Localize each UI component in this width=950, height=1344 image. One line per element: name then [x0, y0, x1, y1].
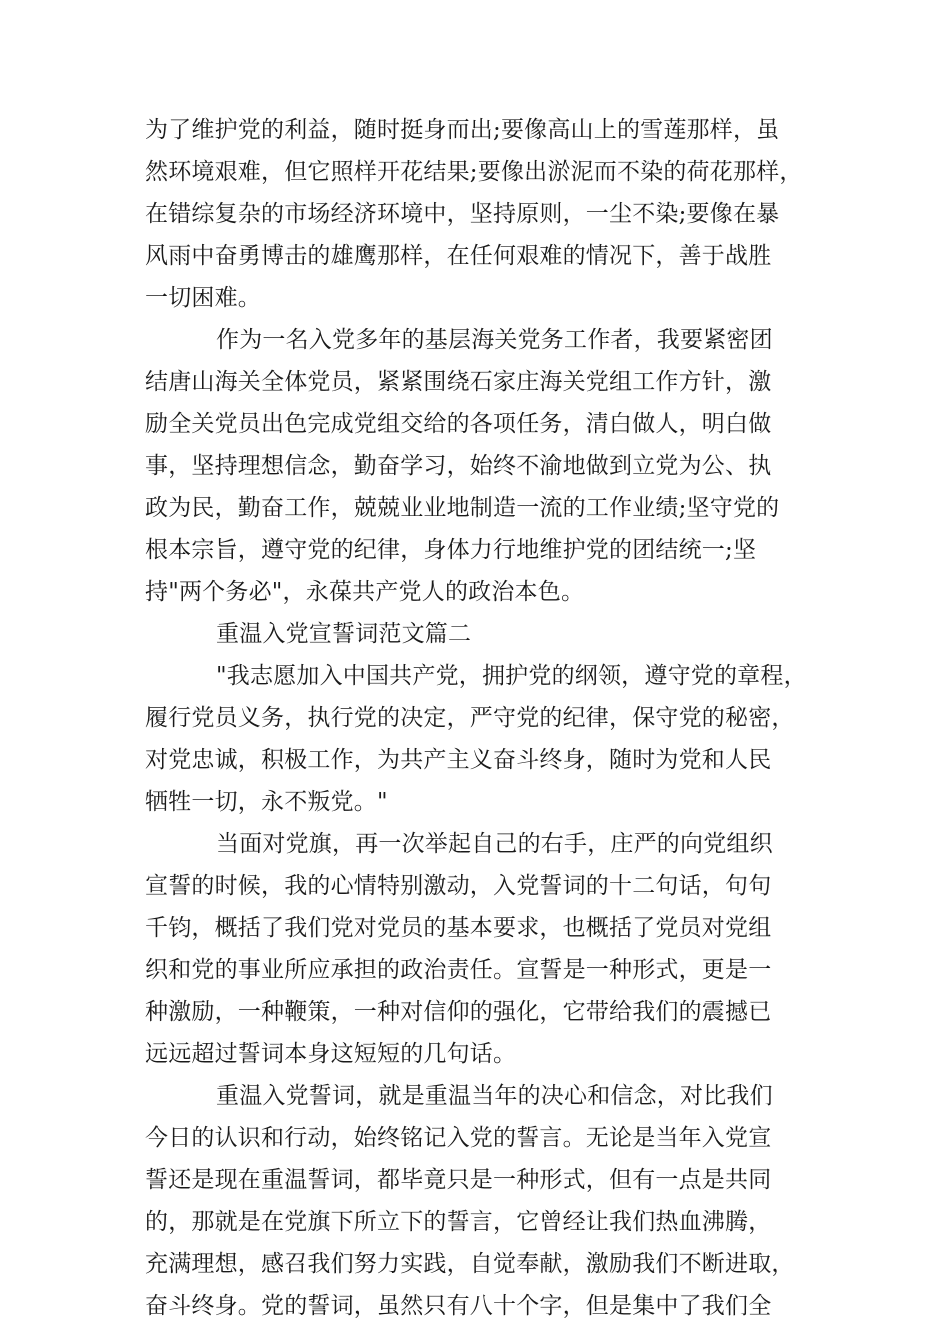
text-line: 誓还是现在重温誓词，都毕竟只是一种形式，但有一点是共同 — [145, 1167, 772, 1193]
text-line: 奋斗终身。党的誓词，虽然只有八十个字，但是集中了我们全 — [145, 1293, 772, 1319]
text-line: 为了维护党的利益，随时挺身而出;要像高山上的雪莲那样，虽 — [145, 117, 780, 143]
text-line: 今日的认识和行动，始终铭记入党的誓言。无论是当年入党宣 — [145, 1125, 772, 1151]
text-line: 千钧，概括了我们党对党员的基本要求，也概括了党员对党组 — [145, 915, 772, 941]
text-line: 根本宗旨，遵守党的纪律，身体力行地维护党的团结统一;坚 — [145, 537, 757, 563]
text-line: 风雨中奋勇博击的雄鹰那样，在任何艰难的情况下，善于战胜 — [145, 243, 772, 269]
paragraph-first-line: 当面对党旗，再一次举起自己的右手，庄严的向党组织 — [216, 831, 773, 857]
text-line: 牺牲一切，永不叛党。" — [145, 789, 388, 815]
text-line: 在错综复杂的市场经济环境中，坚持原则，一尘不染;要像在暴 — [145, 201, 780, 227]
paragraph-first-line: "我志愿加入中国共产党，拥护党的纲领，遵守党的章程， — [216, 663, 807, 689]
text-line: 充满理想，感召我们努力实践，自觉奉献，激励我们不断进取， — [145, 1251, 795, 1277]
text-line: 对党忠诚，积极工作，为共产主义奋斗终身，随时为党和人民 — [145, 747, 772, 773]
text-line: 织和党的事业所应承担的政治责任。宣誓是一种形式，更是一 — [145, 957, 772, 983]
text-line: 然环境艰难，但它照样开花结果;要像出淤泥而不染的荷花那样， — [145, 159, 803, 185]
text-line: 一切困难。 — [145, 285, 261, 311]
text-line: 励全关党员出色完成党组交给的各项任务，清白做人，明白做 — [145, 411, 772, 437]
text-line: 种激励，一种鞭策，一种对信仰的强化，它带给我们的震撼已 — [145, 999, 772, 1025]
text-line: 的，那就是在党旗下所立下的誓言，它曾经让我们热血沸腾， — [145, 1209, 772, 1235]
text-line: 宣誓的时候，我的心情特别激动，入党誓词的十二句话，句句 — [145, 873, 772, 899]
text-line: 事，坚持理想信念，勤奋学习，始终不渝地做到立党为公、执 — [145, 453, 772, 479]
text-line: 履行党员义务，执行党的决定，严守党的纪律，保守党的秘密， — [145, 705, 795, 731]
section-heading: 重温入党宣誓词范文篇二 — [216, 621, 472, 647]
text-line: 持"两个务必"，永葆共产党人的政治本色。 — [145, 579, 585, 605]
text-line: 政为民，勤奋工作，兢兢业业地制造一流的工作业绩;坚守党的 — [145, 495, 780, 521]
paragraph-first-line: 重温入党誓词，就是重温当年的决心和信念，对比我们 — [216, 1083, 773, 1109]
paragraph-first-line: 作为一名入党多年的基层海关党务工作者，我要紧密团 — [216, 327, 773, 353]
text-line: 结唐山海关全体党员，紧紧围绕石家庄海关党组工作方针，激 — [145, 369, 772, 395]
text-line: 远远超过誓词本身这短短的几句话。 — [145, 1041, 517, 1067]
